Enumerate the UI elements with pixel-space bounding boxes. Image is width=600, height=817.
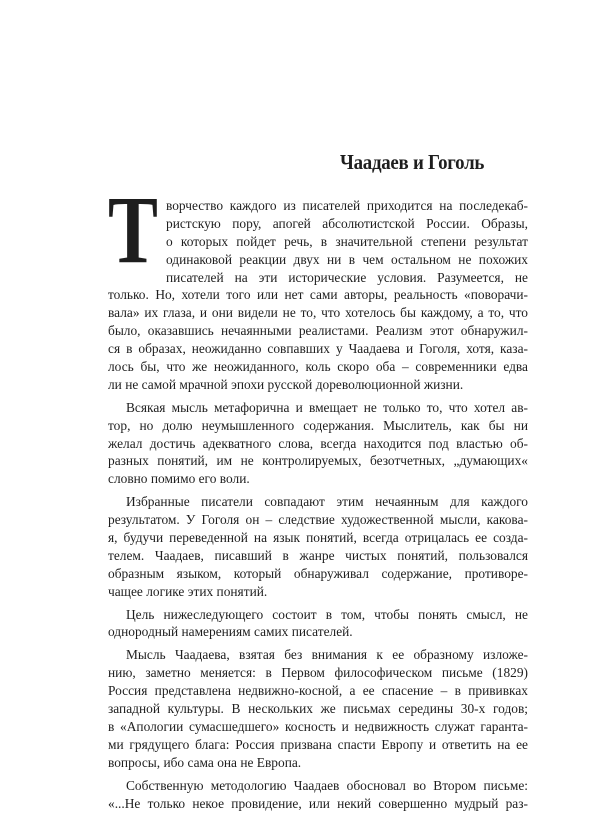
text-line: ли не самой мрачной эпохи русской дореволюционной жизни. [108, 376, 464, 392]
text-line: желал достичь адекватного слова, всегда находится под властью об- [108, 435, 528, 451]
text-line: в «Апологии сумасшедшего» косность и недвижность служат гаранта- [108, 718, 528, 734]
body-text [108, 197, 528, 817]
text-line: разных понятий, им не контролируемых, безотчетных, „думающих« [108, 453, 528, 469]
text-line: телем. Чаадаев, писавший в жанре чистых понятий, пользовался [108, 547, 528, 563]
text-line: я, будучи переведенной на язык понятий, всегда отрицалась ее созда- [108, 530, 528, 546]
text-line: образным языком, который обнаруживал содержание, противоре- [108, 565, 528, 581]
text-line: словно помимо его воли. [108, 471, 250, 487]
text-line: тор, но долю неумышленного содержания. Мыслитель, как бы ни [108, 417, 528, 433]
paragraph [108, 646, 528, 771]
text-line: Избранные писатели совпадают этим нечаянным для каждого [126, 494, 528, 510]
paragraph [108, 493, 528, 600]
text-line: ся в образах, неожиданно совпавших у Чаадаева и Гоголя, хотя, каза- [108, 341, 528, 357]
text-line: только. Но, хотели того или нет сами авторы, реальность «поворачи- [108, 287, 528, 303]
text-line: ми грядущего блага: Россия призвана спасти Европу и ответить на ее [108, 736, 528, 752]
text-line: ворчество каждого из писателей приходится на последекаб- [166, 198, 528, 213]
text-line: лось бы, что же неожиданного, коль скоро оба – современники едва [108, 359, 528, 375]
text-line: писателей на эти исторические условия. Разумеется, не [166, 269, 528, 285]
text-line: ристскую пору, апогей абсолютистской России. Образы, [166, 215, 528, 231]
paragraph [108, 197, 528, 394]
text-line: было, оказавшись нечаянными реалистами. Реализм этот обнаружил- [108, 323, 528, 339]
text-line: нию, заметно меняется: в Первом философическом письме (1829) [108, 665, 528, 681]
text-line: результатом. У Гоголя он – следствие художественной мысли, какова- [108, 512, 528, 528]
text-line: вопросы, ибо сама она не Европа. [108, 754, 302, 770]
text-line: Всякая мысль метафорична и вмещает не только то, что хотел ав- [126, 399, 528, 415]
text-line: Цель нижеследующего состоит в том, чтобы понять смысл, не [126, 606, 528, 622]
text-line: Собственную методологию Чаадаев обосновал во Втором письме: [126, 777, 528, 793]
text-line: западной культуры. В нескольких же письмах середины 30-х годов; [108, 701, 528, 717]
text-line: «...Не только некое провидение, или некий совершенно мудрый раз- [108, 795, 528, 811]
text-line: Россия представлена недвижно-косной, а ее спасение – в прививках [108, 683, 528, 699]
paragraph [108, 606, 528, 642]
text-line: чащее логике этих понятий. [108, 583, 268, 599]
text-line: Мысль Чаадаева, взятая без внимания к ее образному изложе- [126, 647, 528, 663]
text-line: о которых пойдет речь, в значительной степени результат [166, 233, 528, 249]
drop-cap: Т [108, 176, 158, 283]
text-line: однородный намерениям самих писателей. [108, 624, 353, 640]
paragraph [108, 399, 528, 488]
text-line: вала» их глаза, и они видели не то, что хотелось бы каждому, а то, что [108, 305, 528, 321]
chapter-title: Чаадаев и Гоголь [340, 150, 485, 174]
paragraph [108, 777, 528, 813]
text-line: одинаковой реакции двух ни в чем остальном не похожих [166, 251, 528, 267]
